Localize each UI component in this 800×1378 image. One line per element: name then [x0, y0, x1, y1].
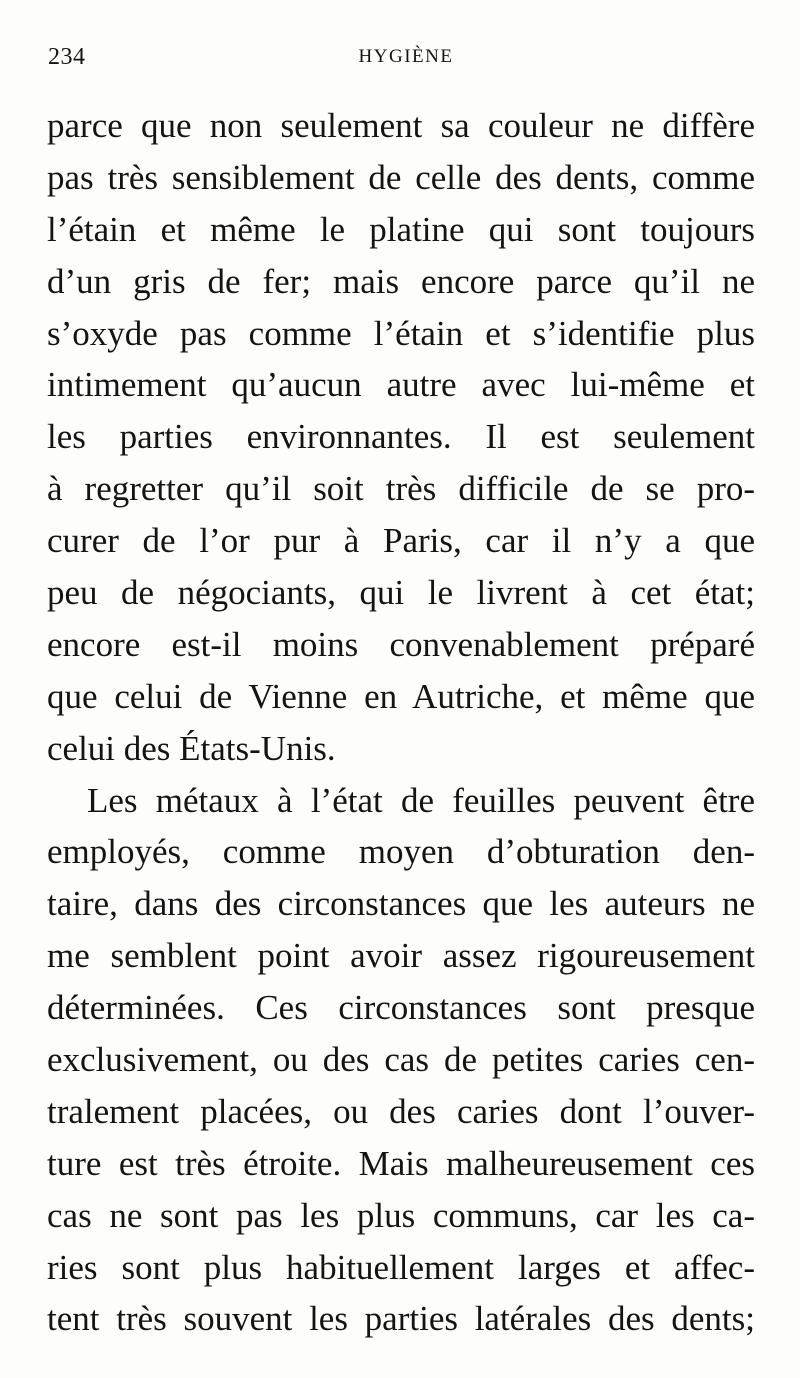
- body-text: [47, 100, 755, 1345]
- paragraph-start-line: Les métaux à l’état de feuilles peuvent être: [87, 780, 755, 820]
- text-line: peu de négociants, qui le livrent à cet état;: [47, 573, 755, 613]
- page-number: 234: [48, 44, 86, 70]
- text-line: encore est-il moins convenablement préparé: [47, 624, 755, 664]
- text-line: intimement qu’aucun autre avec lui-même et: [47, 365, 755, 405]
- text-line: ture est très étroite. Mais malheureusement ces: [47, 1143, 755, 1183]
- text-line: ries sont plus habituellement larges et affec-: [47, 1247, 755, 1287]
- text-line: les parties environnantes. Il est seulement: [47, 417, 755, 457]
- text-line: tent très souvent les parties latérales des dents;: [47, 1299, 755, 1339]
- text-line: curer de l’or pur à Paris, car il n’y a que: [47, 521, 755, 561]
- text-line: tralement placées, ou des caries dont l’ouver-: [47, 1091, 755, 1131]
- text-line: que celui de Vienne en Autriche, et même que: [47, 676, 755, 716]
- text-line: cas ne sont pas les plus communs, car les ca-: [47, 1195, 755, 1235]
- text-line: taire, dans des circonstances que les auteurs ne: [47, 884, 755, 924]
- text-line: parce que non seulement sa couleur ne diffère: [47, 106, 755, 145]
- text-line: employés, comme moyen d’obturation den-: [47, 832, 755, 872]
- running-title: HYGIÈNE: [358, 46, 454, 67]
- text-line: déterminées. Ces circonstances sont presque: [47, 988, 755, 1028]
- text-line: exclusivement, ou des cas de petites caries cen-: [47, 1040, 755, 1080]
- text-line: à regretter qu’il soit très difficile de se pro-: [47, 469, 755, 509]
- text-line: d’un gris de fer; mais encore parce qu’il ne: [47, 261, 755, 301]
- text-line: l’étain et même le platine qui sont toujours: [47, 209, 755, 249]
- running-head: [48, 44, 754, 74]
- text-line: s’oxyde pas comme l’étain et s’identifie plus: [47, 313, 755, 353]
- text-line: me semblent point avoir assez rigoureusement: [47, 936, 755, 976]
- text-line: pas très sensiblement de celle des dents, comme: [47, 157, 755, 197]
- paragraph-end-line: celui des États-Unis.: [47, 728, 336, 768]
